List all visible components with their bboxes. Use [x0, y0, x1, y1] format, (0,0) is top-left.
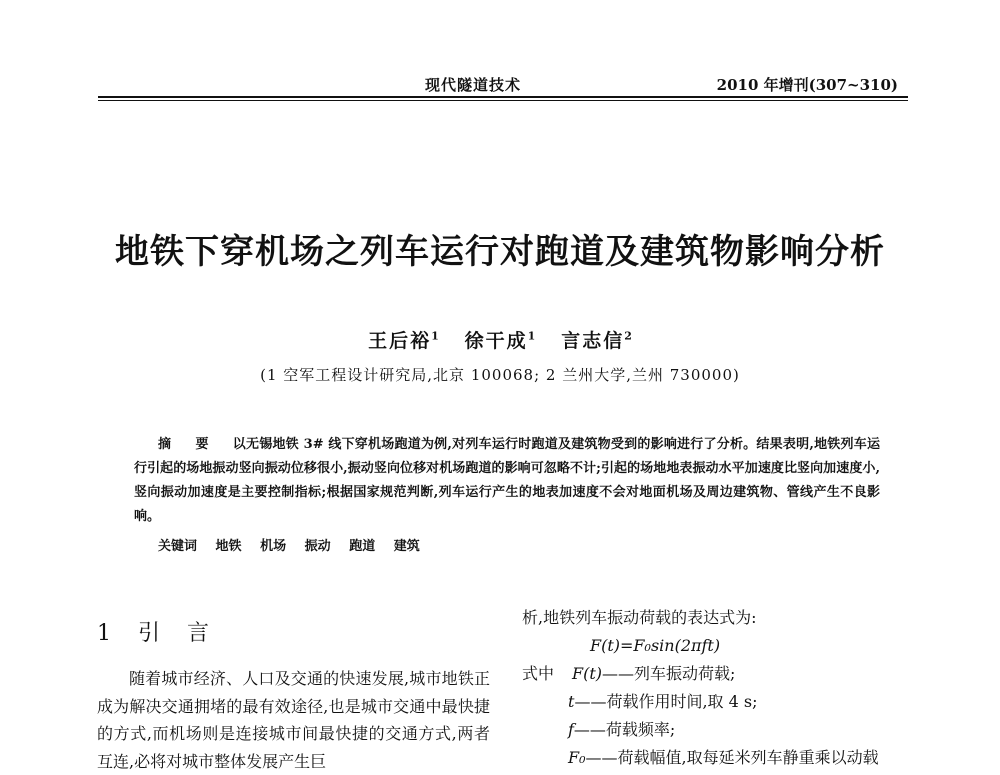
keyword: 机场 — [260, 539, 287, 554]
section-heading: 1 引 言 — [97, 621, 219, 646]
author-affiliation-mark: 1 — [431, 329, 439, 343]
left-column — [97, 612, 490, 775]
definition-text: ——荷载作用时间,取 4 s; — [574, 692, 758, 711]
definition-symbol: F(t) — [572, 664, 603, 683]
issue-info: 2010 年增刊(307~310) — [716, 76, 898, 94]
paper-title: 地铁下穿机场之列车运行对跑道及建筑物影响分析 — [115, 232, 885, 272]
affiliation: (1 空军工程设计研究局,北京 100068; 2 兰州大学,兰州 730000) — [260, 366, 740, 384]
header-rule-thin — [98, 100, 908, 101]
definition-row — [522, 744, 914, 772]
definition-symbol: F₀ — [568, 748, 586, 767]
author-list — [0, 326, 1000, 353]
definition-row — [522, 660, 914, 688]
author-affiliation-mark: 1 — [527, 329, 536, 343]
keyword: 跑道 — [349, 539, 376, 554]
definition-row — [522, 716, 914, 744]
definition-symbol: t — [568, 692, 575, 711]
author-name: 言志信 — [561, 330, 625, 352]
journal-name: 现代隧道技术 — [425, 76, 522, 94]
right-column — [522, 604, 914, 772]
where-label: 式中 — [522, 664, 555, 683]
definition-text: ——列车振动荷载; — [602, 664, 736, 683]
keyword: 振动 — [304, 539, 331, 554]
keywords-label: 关键词 — [158, 539, 198, 554]
intro-paragraph: 随着城市经济、人口及交通的快速发展,城市地铁正成为解决交通拥堵的最有效途径,也是城市交通中最快捷的方式,而机场则是连接城市间最快捷的交通方式,两者互连,必将对城市整体发展产生巨 — [97, 669, 490, 771]
definition-symbol: f — [568, 720, 574, 739]
definition-text: ——荷载幅值,取每延米列车静重乘以动载 — [585, 748, 879, 767]
author-affiliation-mark: 2 — [624, 329, 632, 343]
author-name: 王后裕 — [368, 330, 432, 352]
abstract-label: 摘 要 — [158, 437, 219, 452]
definition-text: ——荷载频率; — [573, 720, 676, 739]
keyword: 地铁 — [215, 539, 242, 554]
load-formula: F(t)=F₀sin(2πft) — [590, 636, 721, 655]
definition-row — [522, 688, 914, 716]
keyword: 建筑 — [393, 539, 420, 554]
author-name: 徐干成 — [464, 330, 528, 352]
keywords — [158, 535, 434, 554]
header-rule — [98, 96, 908, 98]
formula-intro: 析,地铁列车振动荷载的表达式为: — [522, 608, 757, 627]
abstract-text: 以无锡地铁 3# 线下穿机场跑道为例,对列车运行时跑道及建筑物受到的影响进行了分析。结果表明,地铁列车运行引起的场地振动竖向振动位移很小,振动竖向位移对机场跑道的影响可忽略不计;引起的场地地表振动水平加速度比竖向加速度小,竖向振动加速度是主要控制指标;根据国家规范判断,列车运行产生的地表加速度不会对地面机场及周边建筑物、管线产生不良影响。 — [134, 437, 880, 524]
abstract — [134, 433, 880, 529]
